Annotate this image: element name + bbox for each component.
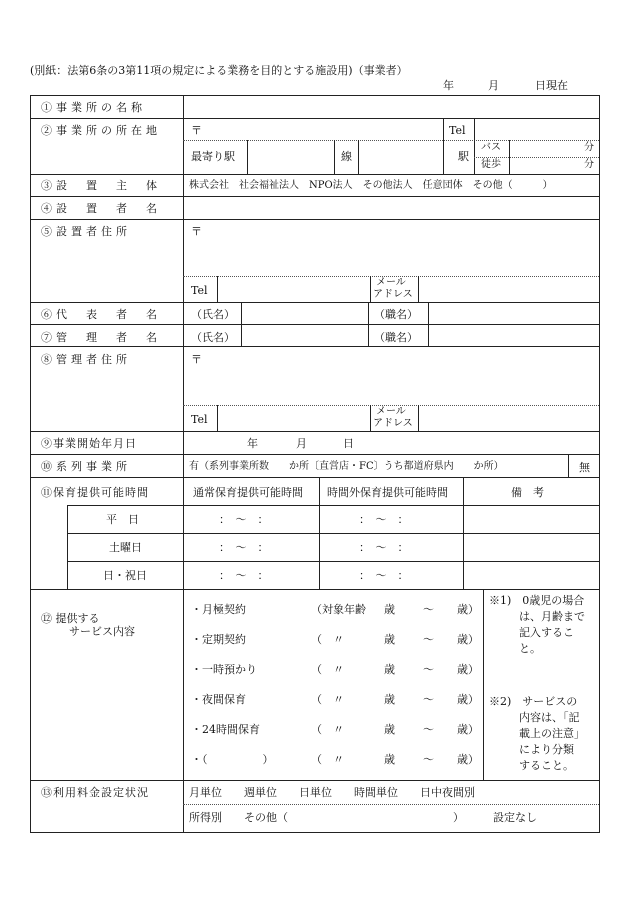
weekday-extra-time: ： 〜 ： (359, 513, 409, 526)
walk-minutes-unit: 分 (584, 159, 594, 170)
note2-line1: ※2) サービスの (489, 695, 578, 708)
label-manager-address: ⑧管理者住所 (41, 353, 131, 366)
founder-type-options: 株式会社 社会福祉法人 NPO法人 その他法人 任意団体 その他（ ） (189, 180, 553, 191)
service-monthly-wave: 〜 (423, 603, 434, 616)
station-label: 駅 (458, 150, 469, 163)
service-24h-age-to: 歳） (457, 723, 479, 736)
note2-line5: すること。 (519, 759, 574, 772)
start-day-label: 日 (343, 437, 354, 450)
service-regular-age-from: 歳 (384, 633, 395, 646)
service-regular-paren: （ (311, 633, 322, 646)
affiliate-yes-option: 有（系列事業所数 か所〔直営店・FC〕うち都道府県内 か所） (189, 461, 504, 472)
start-month-label: 月 (296, 437, 307, 450)
manager-mail-label-1: メール (376, 406, 406, 417)
col-extra-hours: 時間外保育提供可能時間 (327, 486, 448, 499)
service-monthly-age: （対象年齢 (311, 603, 366, 616)
service-temporary-ditto: 〃 (333, 663, 344, 676)
mgr-name-label: （氏名） (191, 331, 235, 344)
service-regular-ditto: 〃 (333, 633, 344, 646)
label-founder-name: ④設 置 者 名 (41, 202, 161, 215)
note1-line1: ※1) 0歳児の場合 (489, 594, 585, 607)
service-other-paren: （ (311, 753, 322, 766)
bus-label: バス (481, 142, 501, 153)
label-founding-body: ③設 置 主 体 (41, 179, 161, 192)
label-care-hours: ⑪保育提供可能時間 (41, 486, 149, 499)
holiday-regular-time: ： 〜 ： (219, 569, 269, 582)
label-start-date: ⑨事業開始年月日 (41, 437, 137, 450)
service-other-ditto: 〃 (333, 753, 344, 766)
label-founder-address: ⑤設置者住所 (41, 225, 131, 238)
service-regular-wave: 〜 (423, 633, 434, 646)
service-24h-wave: 〜 (423, 723, 434, 736)
saturday-extra-time: ： 〜 ： (359, 541, 409, 554)
holiday-label: 日・祝日 (103, 569, 147, 582)
rep-title-label: （職名） (374, 308, 418, 321)
service-night: ・夜間保育 (191, 693, 246, 706)
service-temporary-paren: （ (311, 663, 322, 676)
fee-other-option: 所得別 その他（ (189, 811, 288, 824)
service-temporary-age-to: 歳） (457, 663, 479, 676)
service-24h: ・24時間保育 (191, 723, 260, 736)
affiliate-no-option: 無 (579, 461, 590, 474)
fee-units-options: 月単位 週単位 日単位 時間単位 日中夜間別 (189, 786, 475, 799)
manager-tel-label: Tel (191, 413, 208, 426)
service-24h-paren: （ (311, 723, 322, 736)
col-notes: 備 考 (511, 486, 544, 499)
label-column-divider (183, 96, 184, 833)
note2-line2: 内容は、「記 (519, 711, 580, 724)
label-office-address: ②事業所の所在地 (41, 124, 161, 137)
saturday-label: 土曜日 (109, 541, 142, 554)
start-year-label: 年 (247, 437, 258, 450)
label-affiliate-offices: ⑩系列事業所 (41, 460, 131, 473)
line-label: 線 (341, 150, 352, 163)
founder-postal-mark: 〒 (191, 225, 202, 238)
service-other-wave: 〜 (423, 753, 434, 766)
office-postal-mark: 〒 (191, 124, 202, 137)
date-day-label: 日現在 (535, 79, 568, 92)
founder-tel-label: Tel (191, 284, 208, 297)
mgr-title-label: （職名） (374, 331, 418, 344)
founder-mail-label-2: アドレス (373, 289, 413, 300)
label-fee-settings: ⑬利用料金設定状況 (41, 786, 149, 799)
service-temporary-wave: 〜 (423, 663, 434, 676)
label-services-2: サービス内容 (69, 625, 135, 638)
col-regular-hours: 通常保育提供可能時間 (193, 486, 303, 499)
fee-other-close: ） (453, 811, 464, 824)
note2-line4: により分類 (519, 743, 574, 756)
label-office-name: ①事業所の名称 (41, 101, 146, 114)
service-regular-age-to: 歳） (457, 633, 479, 646)
date-month-label: 月 (488, 79, 499, 92)
service-monthly-age-from: 歳 (384, 603, 395, 616)
service-regular: ・定期契約 (191, 633, 246, 646)
office-tel-label: Tel (449, 124, 466, 137)
service-night-wave: 〜 (423, 693, 434, 706)
walk-label: 徒歩 (481, 159, 501, 170)
application-form-table (30, 95, 600, 833)
note1-line3: 記入するこ (519, 626, 574, 639)
service-other-age-from: 歳 (384, 753, 395, 766)
service-temporary-age-from: 歳 (384, 663, 395, 676)
service-other: ・（ ） (191, 753, 274, 766)
service-monthly: ・月極契約 (191, 603, 246, 616)
label-representative-name: ⑥代 表 者 名 (41, 308, 161, 321)
service-night-ditto: 〃 (333, 693, 344, 706)
date-year-label: 年 (443, 79, 454, 92)
nearest-station-label: 最寄り駅 (191, 150, 235, 163)
service-temporary: ・一時預かり (191, 663, 257, 676)
weekday-label: 平 日 (106, 513, 139, 526)
label-manager-name: ⑦管 理 者 名 (41, 331, 161, 344)
rep-name-label: （氏名） (191, 308, 235, 321)
service-24h-ditto: 〃 (333, 723, 344, 736)
service-night-age-to: 歳） (457, 693, 479, 706)
document-title: (別紙：法第6条の3第11項の規定による業務を目的とする施設用)（事業者） (30, 64, 408, 77)
founder-mail-label-1: メール (376, 277, 406, 288)
manager-postal-mark: 〒 (191, 353, 202, 366)
manager-mail-label-2: アドレス (373, 418, 413, 429)
service-night-age-from: 歳 (384, 693, 395, 706)
service-24h-age-from: 歳 (384, 723, 395, 736)
note2-line3: 載上の注意」 (519, 727, 585, 740)
saturday-regular-time: ： 〜 ： (219, 541, 269, 554)
fee-none-option: 設定なし (493, 811, 537, 824)
service-night-paren: （ (311, 693, 322, 706)
note1-line2: は、月齢まで (519, 610, 585, 623)
weekday-regular-time: ： 〜 ： (219, 513, 269, 526)
label-services-1: ⑫ 提供する (41, 612, 100, 625)
service-other-age-to: 歳） (457, 753, 479, 766)
holiday-extra-time: ： 〜 ： (359, 569, 409, 582)
bus-minutes-unit: 分 (584, 142, 594, 153)
note1-line4: と。 (519, 642, 541, 655)
service-monthly-age-to: 歳） (457, 603, 479, 616)
